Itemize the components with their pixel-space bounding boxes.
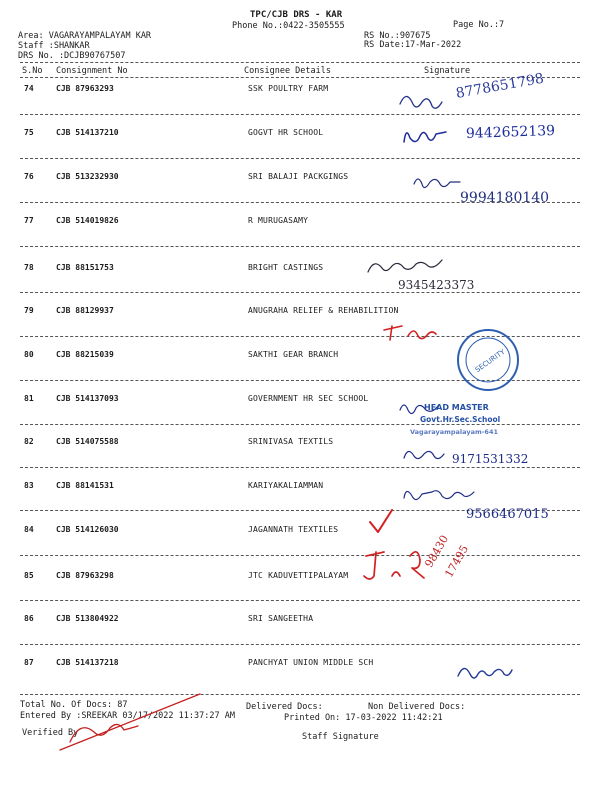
row-sno: 82 — [24, 437, 34, 446]
row-consignee: SRI SANGEETHA — [248, 614, 314, 623]
row-consignee: GOGVT HR SCHOOL — [248, 128, 324, 137]
svg-text:HEAD MASTER: HEAD MASTER — [424, 403, 489, 412]
verified-by: Verified By — [22, 728, 79, 738]
security-stamp — [458, 330, 518, 390]
column-sno: S.No — [22, 66, 43, 76]
handwritten-phone: 9345423373 — [398, 278, 475, 292]
row-consignee: SAKTHI GEAR BRANCH — [248, 350, 339, 359]
printed-on: Printed On: 17-03-2022 11:42:21 — [284, 713, 443, 723]
row-consignee: JAGANNATH TEXTILES — [248, 525, 339, 534]
handwritten-phone: 98430 — [422, 532, 452, 570]
rs-number: RS No.:907675 — [364, 31, 431, 41]
row-consignment: CJB 514019826 — [56, 216, 119, 225]
row-consignment: CJB 87963293 — [56, 84, 114, 93]
column-signature: Signature — [424, 66, 471, 76]
row-sno: 75 — [24, 128, 34, 137]
page-number: Page No.:7 — [453, 20, 505, 30]
tick-mark-84 — [370, 510, 392, 532]
rs-date: RS Date:17-Mar-2022 — [364, 40, 462, 50]
row-consignee: KARIYAKALIAMMAN — [248, 481, 324, 490]
row-consignment: CJB 514137093 — [56, 394, 119, 403]
row-consignee: SRINIVASA TEXTILS — [248, 437, 334, 446]
signature-75 — [404, 132, 446, 142]
handwritten-phone: 8778651798 — [454, 70, 546, 102]
document-title: TPC/CJB DRS - KAR — [250, 10, 343, 20]
row-consignment: CJB 513804922 — [56, 614, 119, 623]
row-consignment: CJB 88129937 — [56, 306, 114, 315]
row-sno: 80 — [24, 350, 34, 359]
row-consignee: BRIGHT CASTINGS — [248, 263, 324, 272]
row-sno: 83 — [24, 481, 34, 490]
row-sno: 86 — [24, 614, 34, 623]
row-consignment: CJB 514126030 — [56, 525, 119, 534]
headmaster-seal — [410, 403, 500, 436]
row-consignee: R MURUGASAMY — [248, 216, 309, 225]
svg-text:Govt.Hr.Sec.School: Govt.Hr.Sec.School — [420, 415, 501, 424]
row-consignment: CJB 514137210 — [56, 128, 119, 137]
signature-85 — [364, 552, 424, 579]
svg-text:SECURITY: SECURITY — [473, 347, 507, 375]
row-sno: 79 — [24, 306, 34, 315]
handwritten-phone: 9171531332 — [452, 452, 529, 466]
svg-text:Vagarayampalayam-641: Vagarayampalayam-641 — [410, 428, 499, 436]
row-sno: 74 — [24, 84, 34, 93]
row-consignee: GOVERNMENT HR SEC SCHOOL — [248, 394, 369, 403]
handwritten-phone: 9994180140 — [460, 190, 550, 206]
row-consignment: CJB 88151753 — [56, 263, 114, 272]
row-consignee: SSK POULTRY FARM — [248, 84, 329, 93]
row-consignment: CJB 514137218 — [56, 658, 119, 667]
row-consignment: CJB 514075588 — [56, 437, 119, 446]
row-consignment: CJB 513232930 — [56, 172, 119, 181]
drs-number: DRS No. :DCJB90767507 — [18, 51, 126, 61]
row-consignee: ANUGRAHA RELIEF & REHABILITION — [248, 306, 399, 315]
row-consignee: JTC KADUVETTIPALAYAM — [248, 571, 349, 580]
signature-78 — [368, 260, 442, 272]
signature-87 — [458, 668, 512, 678]
staff-signature-label: Staff Signature — [302, 732, 379, 742]
signature-74 — [400, 96, 442, 108]
column-consignee: Consignee Details — [244, 66, 331, 76]
row-sno: 81 — [24, 394, 34, 403]
verified-signature — [60, 694, 200, 750]
signature-76 — [414, 179, 460, 188]
signature-83 — [404, 491, 474, 500]
non-delivered-docs: Non Delivered Docs: — [368, 702, 466, 712]
row-consignment: CJB 88141531 — [56, 481, 114, 490]
row-sno: 76 — [24, 172, 34, 181]
row-consignee: SRI BALAJI PACKGINGS — [248, 172, 349, 181]
row-sno: 84 — [24, 525, 34, 534]
handwritten-phone: 9566467015 — [466, 507, 549, 522]
row-sno: 77 — [24, 216, 34, 225]
row-consignment: CJB 87963298 — [56, 571, 114, 580]
row-consignment: CJB 88215039 — [56, 350, 114, 359]
row-sno: 78 — [24, 263, 34, 272]
staff-name: Staff :SHANKAR — [18, 41, 90, 51]
signature-82 — [404, 451, 444, 458]
row-consignee: PANCHYAT UNION MIDDLE SCH — [248, 658, 374, 667]
delivered-docs: Delivered Docs: — [246, 702, 323, 712]
signature-79 — [384, 326, 436, 340]
total-docs: Total No. Of Docs: 87 — [20, 700, 128, 710]
column-consignment: Consignment No — [56, 66, 128, 76]
handwritten-phone: 17495 — [442, 542, 472, 580]
row-sno: 87 — [24, 658, 34, 667]
area-name: Area: VAGARAYAMPALAYAM KAR — [18, 31, 152, 41]
handwritten-phone: 9442652139 — [465, 122, 556, 142]
entered-by: Entered By :SREEKAR 03/17/2022 11:37:27 AM — [20, 711, 235, 721]
phone-number: Phone No.:0422-3505555 — [232, 21, 345, 31]
row-sno: 85 — [24, 571, 34, 580]
